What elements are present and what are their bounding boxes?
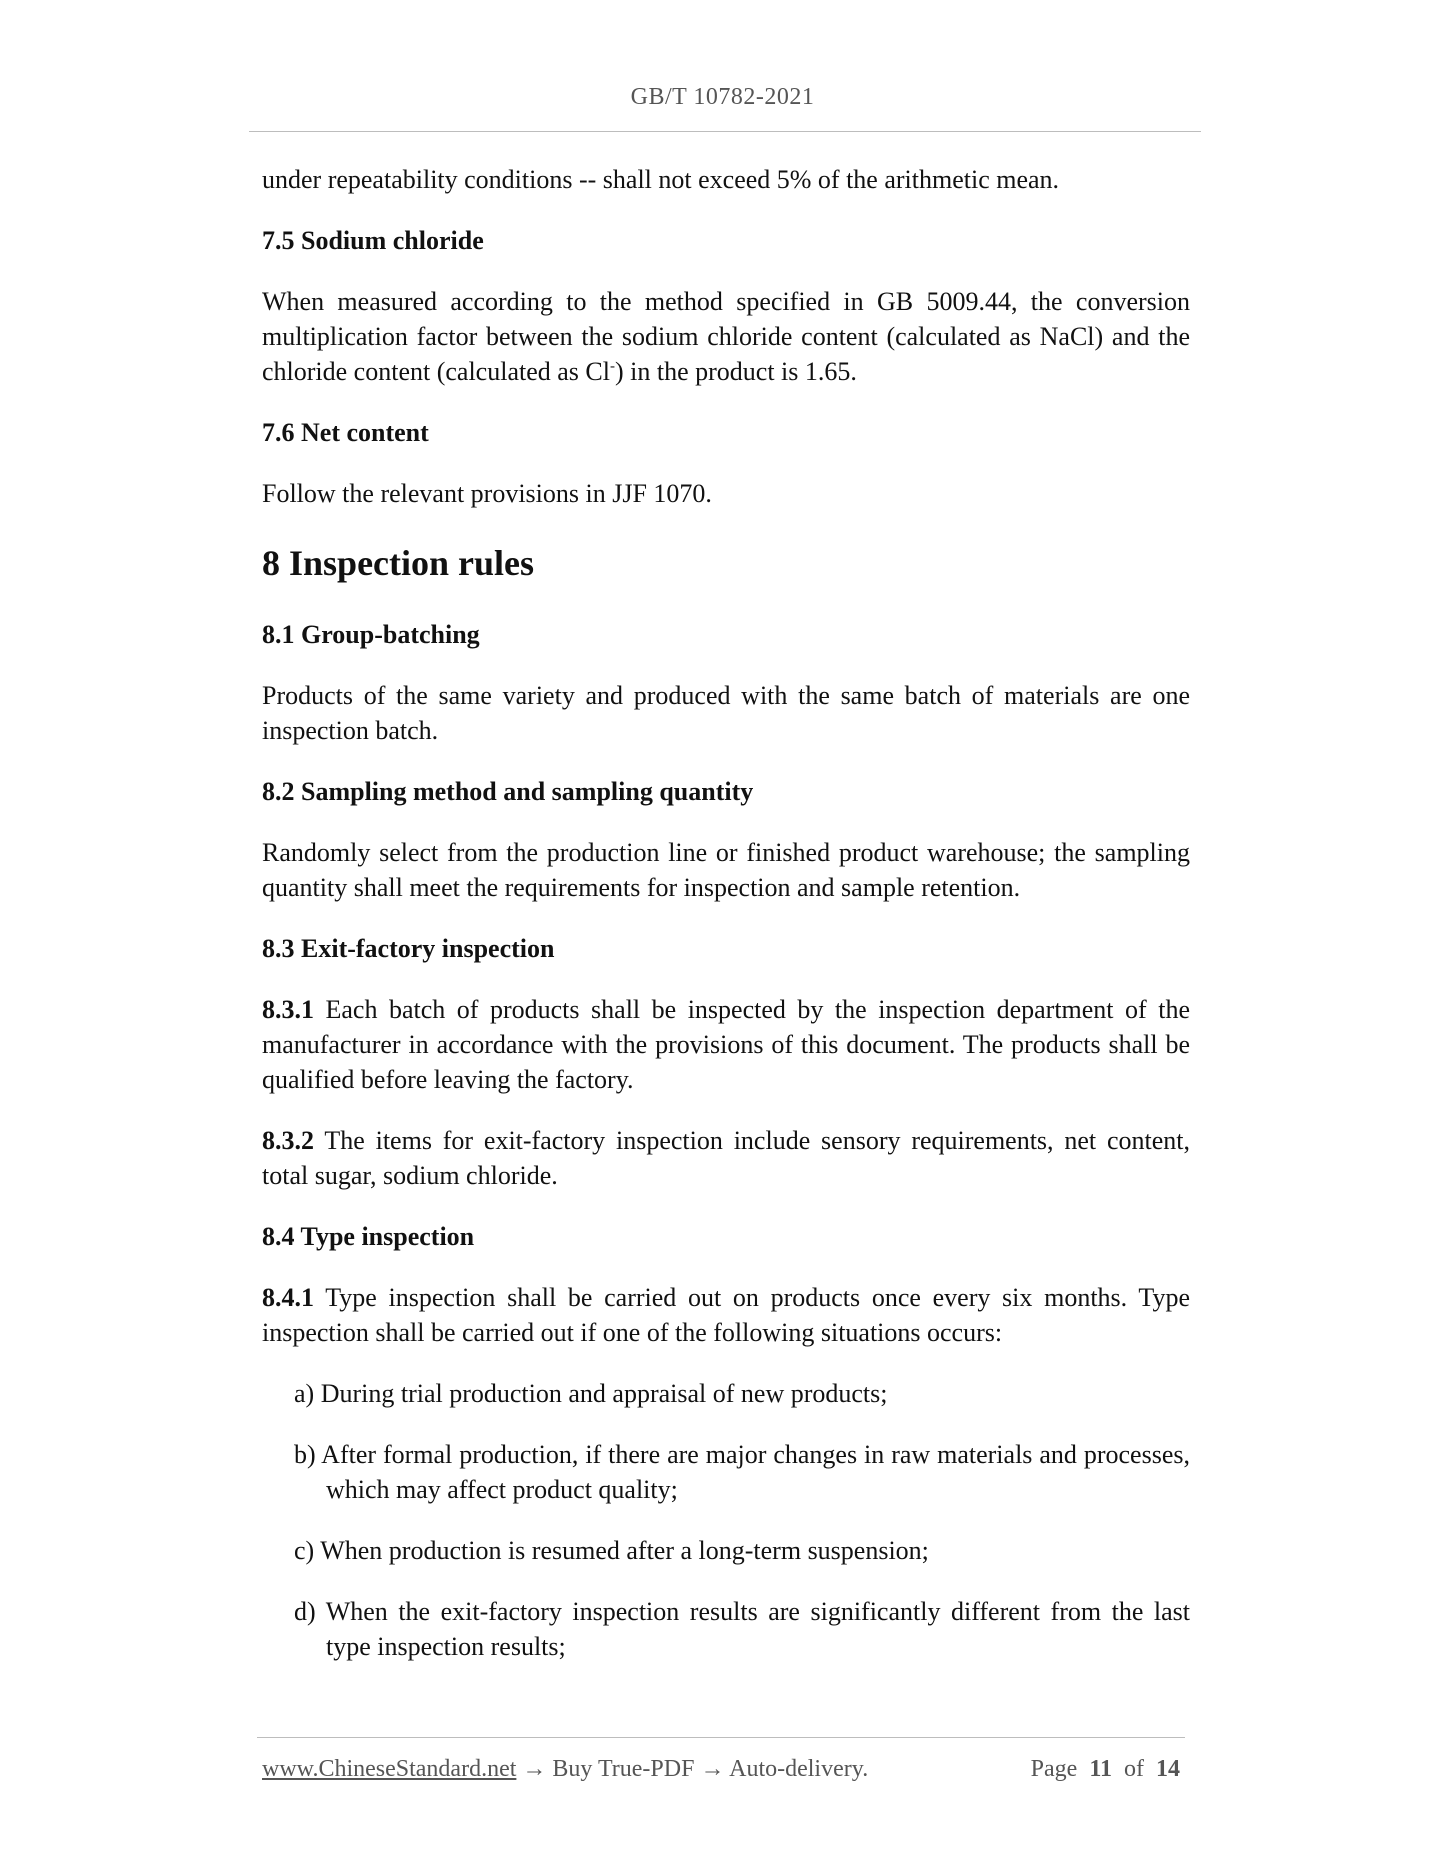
list-item: a) During trial production and appraisal of new products; bbox=[294, 1379, 888, 1408]
clause-8-4-1: 8.4.1 Type inspection shall be carried out on products once every six months. Type inspection shall be carried out if one of the following situations occurs: bbox=[262, 1283, 1190, 1347]
section-8-2-title: 8.2 Sampling method and sampling quantity bbox=[262, 777, 754, 806]
clause-number: 8.3.2 bbox=[262, 1126, 314, 1155]
footer-promo bbox=[262, 1756, 868, 1783]
list-item: c) When production is resumed after a long-term suspension; bbox=[294, 1536, 929, 1565]
total-pages-number: 14 bbox=[1156, 1756, 1180, 1782]
chloride-superscript: - bbox=[609, 358, 615, 375]
list-item: b) After formal production, if there are major changes in raw materials and processes, which may affect product quality; bbox=[294, 1440, 1190, 1504]
clause-8-3-2: 8.3.2 The items for exit-factory inspection include sensory requirements, net content, total sugar, sodium chloride. bbox=[262, 1126, 1190, 1190]
clause-number: 8.3.1 bbox=[262, 995, 314, 1024]
website-link[interactable]: www.ChineseStandard.net bbox=[262, 1756, 517, 1782]
footer-divider bbox=[257, 1737, 1185, 1738]
section-7-6-title: 7.6 Net content bbox=[262, 418, 429, 447]
section-8-4-title: 8.4 Type inspection bbox=[262, 1222, 475, 1251]
header-divider bbox=[249, 131, 1201, 132]
document-body bbox=[262, 162, 1190, 1664]
page-counter: Page 11 of 14 bbox=[1030, 1756, 1180, 1782]
situation-list bbox=[262, 1376, 1190, 1664]
page-header: GB/T 10782-2021 bbox=[630, 84, 815, 110]
section-7-5-text: When measured according to the method specified in GB 5009.44, the conversion multiplication factor between the sodium chloride content (calculated as NaCl) and the chloride content (calculated as Cl-) in the product is 1.65. bbox=[262, 287, 1190, 386]
list-item: d) When the exit-factory inspection results are significantly different from the last type inspection results; bbox=[294, 1597, 1190, 1661]
section-8-1-text: Products of the same variety and produced with the same batch of materials are one inspection batch. bbox=[262, 681, 1190, 745]
clause-number: 8.4.1 bbox=[262, 1283, 314, 1312]
paragraph-continued: under repeatability conditions -- shall not exceed 5% of the arithmetic mean. bbox=[262, 165, 1060, 194]
section-8-2-text: Randomly select from the production line or finished product warehouse; the sampling quantity shall meet the requirements for inspection and sample retention. bbox=[262, 838, 1190, 902]
section-7-6-text: Follow the relevant provisions in JJF 1070. bbox=[262, 479, 712, 508]
clause-8-3-1: 8.3.1 Each batch of products shall be inspected by the inspection department of the manufacturer in accordance with the provisions of this document. The products shall be qualified before leaving the factory. bbox=[262, 995, 1190, 1094]
section-7-5-title: 7.5 Sodium chloride bbox=[262, 226, 484, 255]
section-8-title: 8 Inspection rules bbox=[262, 543, 535, 583]
section-8-1-title: 8.1 Group-batching bbox=[262, 620, 480, 649]
section-8-3-title: 8.3 Exit-factory inspection bbox=[262, 934, 555, 963]
current-page-number: 11 bbox=[1089, 1756, 1112, 1782]
footer-promo-text: → Buy True-PDF → Auto-delivery. bbox=[516, 1756, 869, 1782]
